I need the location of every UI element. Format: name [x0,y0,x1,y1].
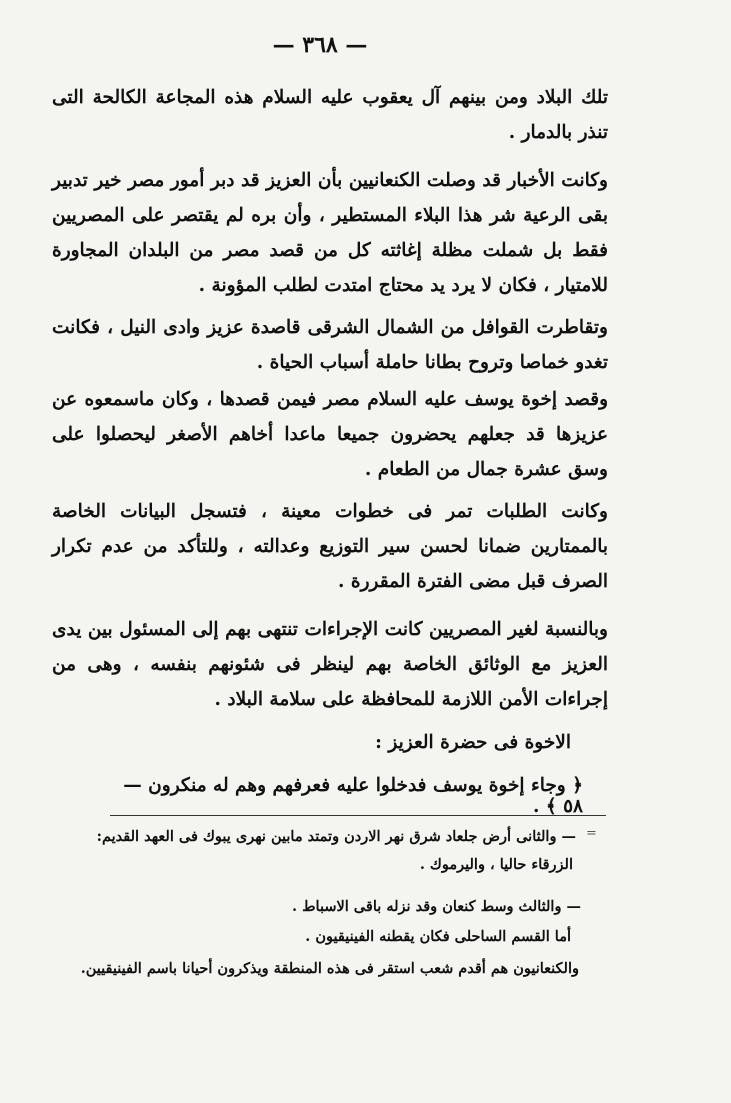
paragraph-5: وكانت الطلبات تمر فى خطوات معينة ، فتسجل البيانات الخاصة بالممتارين ضمانا لحسن سير التوزيع وعدالته ، وللتأكد من عدم تكرار الصرف قبل مضى الفترة المقررة . [52,501,608,592]
paragraph-1: تلك البلاد ومن بينهم آل يعقوب عليه السلام هذه المجاعة الكالحة التى تنذر بالدمار . [52,87,608,143]
paragraph-2: وكانت الأخبار قد وصلت الكنعانيين بأن العزيز قد دبر أمور مصر خير تدبير بقى الرعية شر هذا البلاء المستطير ، وأن بره لم يقتصر على المصريين فقط بل شملت مظلة إغاثته كل من قصد مصر من البلدان المجاورة للامتيار ، فكان لا يرد يد محتاج امتدت لطلب المؤونة . [52,170,608,296]
footnote-line-5: والكنعانيون هم أقدم شعب استقر فى هذه المنطقة ويذكرون أحيانا باسم الفينيقيين. [80,960,579,977]
section-heading: الاخوة فى حضرة العزيز : [375,732,571,753]
footnote-line-3: — والثالث وسط كنعان وقد نزله باقى الاسباط . [292,898,581,915]
footnote-divider [110,815,606,816]
footnote-continuation-mark: = [586,826,597,841]
quran-verse: ﴿ وجاء إخوة يوسف فدخلوا عليه فعرفهم وهم له منكرون — ٥٨ ﴾ . [123,775,583,817]
paragraph-6: وبالنسبة لغير المصريين كانت الإجراءات تنتهى بهم إلى المسئول بين يدى العزيز مع الوثائق الخاصة بهم لينظر فى شئونهم بنفسه ، وهى من إجراءات الأمن اللازمة للمحافظة على سلامة البلاد . [52,619,608,710]
footnote-line-1: — والثانى أرض جلعاد شرق نهر الاردن وتمتد مابين نهرى يبوك فى العهد القديم: [96,828,576,845]
footnote-line-4: أما القسم الساحلى فكان يقطنه الفينيقيون . [305,928,571,945]
page-number: — ٣٦٨ — [272,32,368,58]
paragraph-4: وقصد إخوة يوسف عليه السلام مصر فيمن قصدها ، وكان ماسمعوه عن عزيزها قد جعلهم يحضرون جميعا ماعدا أخاهم الأصغر ليحصلوا على وسق عشرة جمال من الطعام . [52,389,608,480]
footnote-line-2: الزرقاء حاليا ، واليرموك . [419,856,573,873]
paragraph-3: وتقاطرت القوافل من الشمال الشرقى قاصدة عزيز وادى النيل ، فكانت تغدو خماصا وتروح بطانا حاملة أسباب الحياة . [52,317,608,373]
